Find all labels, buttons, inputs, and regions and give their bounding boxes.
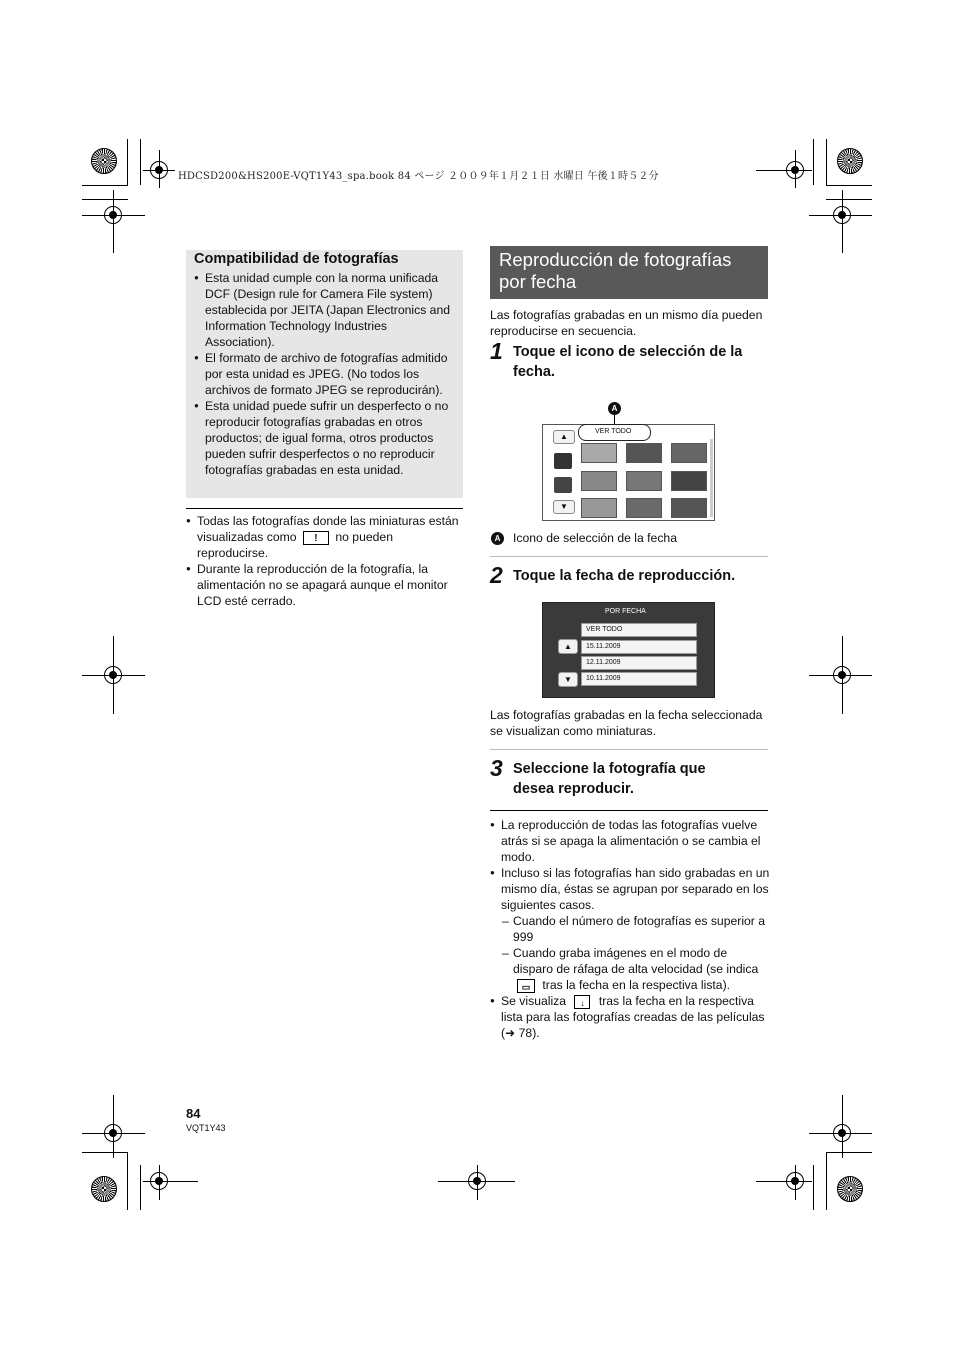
photo-thumbnail[interactable] xyxy=(626,443,662,463)
color-rosette-icon xyxy=(91,1176,117,1202)
step-number: 3 xyxy=(490,755,503,781)
scroll-up-icon[interactable]: ▲ xyxy=(553,430,575,444)
scrollbar[interactable] xyxy=(710,439,713,517)
list-item: ● Incluso si las fotografías han sido grabadas en un mismo día, éstas se agrupan por separado en los siguientes casos. xyxy=(490,865,770,913)
color-rosette-icon xyxy=(91,148,117,174)
color-rosette-icon xyxy=(837,1176,863,1202)
list-item: – Cuando el número de fotografías es superior a 999 xyxy=(502,914,766,944)
compatibility-box xyxy=(186,250,463,498)
color-rosette-icon xyxy=(837,148,863,174)
date-selection-icon[interactable]: VER TODO xyxy=(578,424,651,441)
step-text: Toque el icono de selección de la fecha. xyxy=(513,344,743,380)
photo-thumbnail[interactable] xyxy=(626,498,662,518)
list-item: ● La reproducción de todas las fotografías vuelve atrás si se apaga la alimentación o se cambia el modo. xyxy=(490,817,770,865)
burst-group-icon: ▭ xyxy=(517,979,535,993)
marker-a-icon: A xyxy=(608,402,621,415)
step-number: 1 xyxy=(490,338,503,364)
section-title-line1: Reproducción de fotografías xyxy=(499,249,732,270)
section-title-line2: por fecha xyxy=(499,271,577,292)
divider xyxy=(490,556,768,557)
photo-thumbnail[interactable] xyxy=(671,498,707,518)
list-item: – Cuando graba imágenes en el modo de disparo de ráfaga de alta velocidad (se indica ▭ tras la fecha en la respectiva lista). xyxy=(502,946,759,992)
section-banner xyxy=(490,246,768,299)
left-notes xyxy=(186,513,463,609)
marker-a-icon: A xyxy=(491,532,504,545)
list-item: ● El formato de archivo de fotografías admitido por esta unidad es JPEG. (No todos los archivos de formato JPEG se reproducirán). xyxy=(194,350,456,398)
photo-thumbnail[interactable] xyxy=(581,498,617,518)
camera-mode-icon[interactable] xyxy=(554,453,572,469)
screen-title: POR FECHA xyxy=(605,608,646,615)
section-intro: Las fotografías grabadas en un mismo día pueden reproducirse en secuencia. xyxy=(490,308,763,338)
model-code: VQT1Y43 xyxy=(186,1123,226,1133)
step3-notes xyxy=(490,817,770,1041)
step2-result: Las fotografías grabadas en la fecha seleccionada se visualizan como miniaturas. xyxy=(490,708,763,738)
photo-thumbnail[interactable] xyxy=(671,443,707,463)
scroll-down-icon[interactable]: ▼ xyxy=(558,672,578,687)
movie-extract-icon: ↓ xyxy=(574,995,590,1009)
divider xyxy=(490,749,768,750)
date-row[interactable]: 12.11.2009 xyxy=(581,656,697,670)
photo-thumbnail[interactable] xyxy=(671,471,707,491)
divider xyxy=(186,508,463,509)
page-number: 84 xyxy=(186,1106,201,1121)
date-row[interactable]: 10.11.2009 xyxy=(581,672,697,686)
date-row[interactable]: 15.11.2009 xyxy=(581,640,697,654)
date-row[interactable]: VER TODO xyxy=(581,623,697,637)
list-item: ● Todas las fotografías donde las miniaturas están visualizadas como ! no pueden reproducirse. xyxy=(186,513,463,561)
list-item: ● Esta unidad puede sufrir un desperfecto o no reproducir fotografías grabadas en otros productos; de igual forma, otros productos pueden sufrir desperfectos o no reproducir fotografías grabadas en esta unidad. xyxy=(194,398,456,478)
scroll-down-icon[interactable]: ▼ xyxy=(553,500,575,514)
list-item: ● Esta unidad cumple con la norma unificada DCF (Design rule for Camera File system) establecida por JEITA (Japan Electronics and Information Technology Industries Association). xyxy=(194,270,456,350)
compatibility-title: Compatibilidad de fotografías xyxy=(194,251,399,267)
photo-thumbnail[interactable] xyxy=(581,443,617,463)
playback-mode-icon[interactable] xyxy=(554,477,572,493)
divider xyxy=(490,810,768,811)
unplayable-thumbnail-icon: ! xyxy=(303,531,329,545)
file-header-line: HDCSD200&HS200E-VQT1Y43_spa.book 84 ページ ２００９年１月２１日 水曜日 午後１時５２分 xyxy=(178,171,659,182)
step-number: 2 xyxy=(490,562,503,588)
photo-thumbnail[interactable] xyxy=(581,471,617,491)
step-text: Toque la fecha de reproducción. xyxy=(513,568,736,584)
list-item: ● Durante la reproducción de la fotografía, la alimentación no se apagará aunque el monitor LCD esté cerrado. xyxy=(186,561,463,609)
photo-thumbnail[interactable] xyxy=(626,471,662,491)
scroll-up-icon[interactable]: ▲ xyxy=(558,639,578,654)
compatibility-list xyxy=(194,270,456,478)
list-item: ● Se visualiza ↓ tras la fecha en la respectiva lista para las fotografías creadas de las películas (➜ 78). xyxy=(490,993,770,1041)
figure-caption: Icono de selección de la fecha xyxy=(513,531,677,545)
step-text: Seleccione la fotografía que desea reproducir. xyxy=(513,761,706,797)
